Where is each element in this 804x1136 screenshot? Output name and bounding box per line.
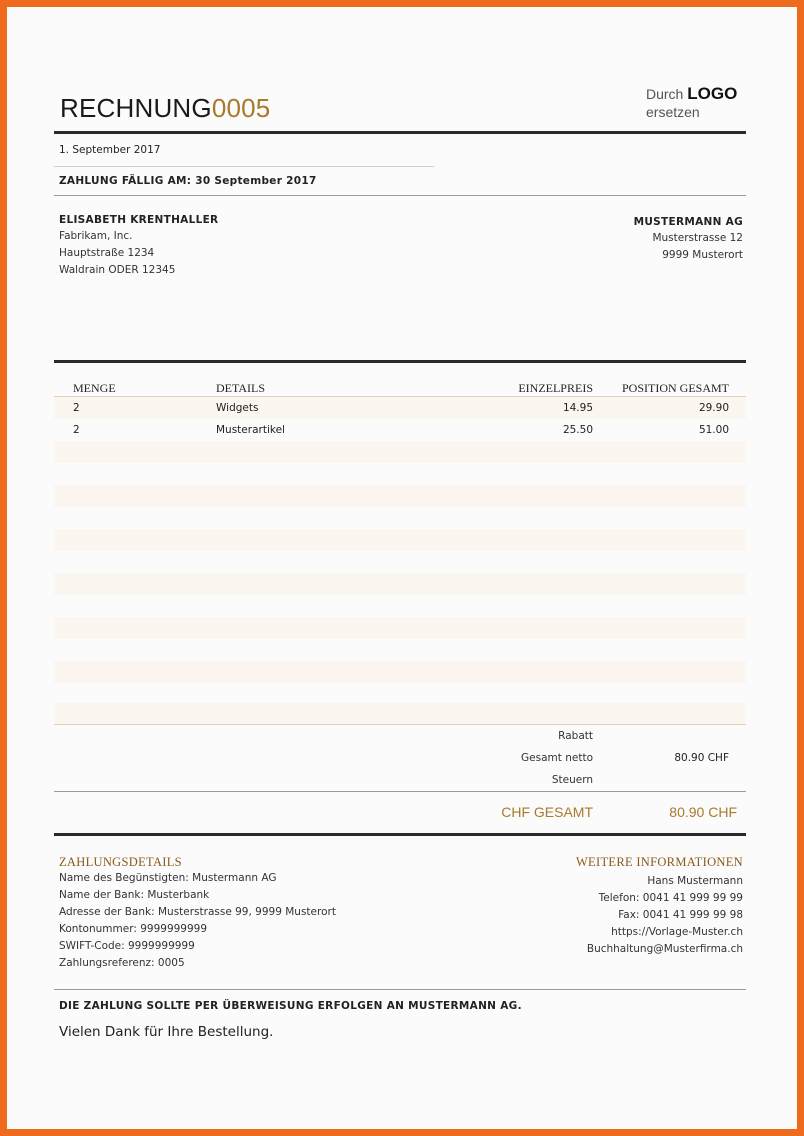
- tax-label: Steuern: [551, 774, 593, 786]
- row1-line-total: 29.90: [698, 402, 729, 414]
- totals-bottom-rule: [54, 833, 746, 836]
- invoice-date: 1. September 2017: [59, 144, 161, 156]
- invoice-title-word: RECHNUNG: [60, 93, 212, 123]
- payment-beneficiary: Name des Begünstigten: Mustermann AG: [59, 872, 277, 884]
- grand-total-value: 80.90 CHF: [669, 804, 737, 820]
- thank-you-note: Vielen Dank für Ihre Bestellung.: [59, 1024, 274, 1040]
- date-divider: [54, 166, 434, 167]
- payment-swift: SWIFT-Code: 9999999999: [59, 940, 195, 952]
- row1-details: Widgets: [216, 402, 259, 414]
- row2-qty: 2: [73, 424, 80, 436]
- invoice-title: [60, 93, 270, 124]
- logo-strong: LOGO: [687, 84, 738, 103]
- recipient-city: Waldrain ODER 12345: [59, 264, 176, 276]
- payment-reference: Zahlungsreferenz: 0005: [59, 957, 185, 969]
- info-contact-name: Hans Mustermann: [647, 875, 743, 887]
- sender-name: MUSTERMANN AG: [633, 216, 743, 228]
- recipient-name: ELISABETH KRENTHALLER: [59, 214, 219, 226]
- row2-details: Musterartikel: [216, 424, 285, 436]
- info-website: https://Vorlage-Muster.ch: [611, 926, 743, 938]
- payment-notice: DIE ZAHLUNG SOLLTE PER ÜBERWEISUNG ERFOLGEN AN MUSTERMANN AG.: [59, 1000, 522, 1012]
- sender-city: 9999 Musterort: [662, 249, 743, 261]
- payment-details: [59, 870, 336, 972]
- row1-qty: 2: [73, 402, 80, 414]
- logo-line2: ersetzen: [646, 104, 700, 120]
- info-heading: WEITERE INFORMATIONEN: [575, 855, 743, 869]
- recipient-company: Fabrikam, Inc.: [59, 230, 133, 242]
- row2-line-total: 51.00: [698, 424, 729, 436]
- info-email: Buchhaltung@Musterfirma.ch: [586, 943, 743, 955]
- logo-placeholder: [646, 85, 737, 121]
- payment-account-number: Kontonummer: 9999999999: [59, 923, 208, 935]
- row1-unit-price: 14.95: [562, 402, 593, 414]
- info-phone: Telefon: 0041 41 999 99 99: [598, 892, 743, 904]
- logo-prefix: Durch: [646, 86, 684, 102]
- row2-unit-price: 25.50: [562, 424, 593, 436]
- table-stripe: [54, 617, 746, 639]
- meta-divider: [54, 195, 746, 196]
- grand-total-label: CHF GESAMT: [501, 804, 593, 820]
- col-header-unit-price: EINZELPREIS: [518, 381, 593, 395]
- summary-divider: [54, 791, 746, 792]
- table-stripe: [54, 529, 746, 551]
- table-stripe: [54, 441, 746, 463]
- net-total-label: Gesamt netto: [521, 752, 593, 764]
- net-total-value: 80.90 CHF: [674, 752, 729, 764]
- col-header-qty: MENGE: [73, 381, 116, 395]
- table-stripe: [54, 573, 746, 595]
- info-details: [487, 873, 743, 958]
- payment-bank-address: Adresse der Bank: Musterstrasse 99, 9999 Musterort: [59, 906, 336, 918]
- col-header-line-total: POSITION GESAMT: [621, 381, 729, 395]
- sender-street: Musterstrasse 12: [652, 232, 743, 244]
- table-stripe: [54, 485, 746, 507]
- footer-divider: [54, 989, 746, 990]
- table-top-rule: [54, 360, 746, 363]
- col-header-details: DETAILS: [216, 381, 266, 395]
- sender-block: [487, 216, 743, 264]
- recipient-street: Hauptstraße 1234: [59, 247, 155, 259]
- invoice-number: 0005: [211, 93, 271, 123]
- discount-label: Rabatt: [558, 730, 593, 742]
- table-bottom-rule: [54, 724, 746, 725]
- table-stripe: [54, 661, 746, 683]
- invoice-page: [7, 7, 797, 1129]
- table-stripe: [54, 703, 746, 725]
- payment-heading: ZAHLUNGSDETAILS: [59, 855, 182, 869]
- payment-bank-name: Name der Bank: Musterbank: [59, 889, 210, 901]
- info-fax: Fax: 0041 41 999 99 98: [618, 909, 743, 921]
- due-date: ZAHLUNG FÄLLIG AM: 30 September 2017: [59, 175, 317, 187]
- recipient-block: [59, 214, 218, 279]
- header-rule: [54, 131, 746, 134]
